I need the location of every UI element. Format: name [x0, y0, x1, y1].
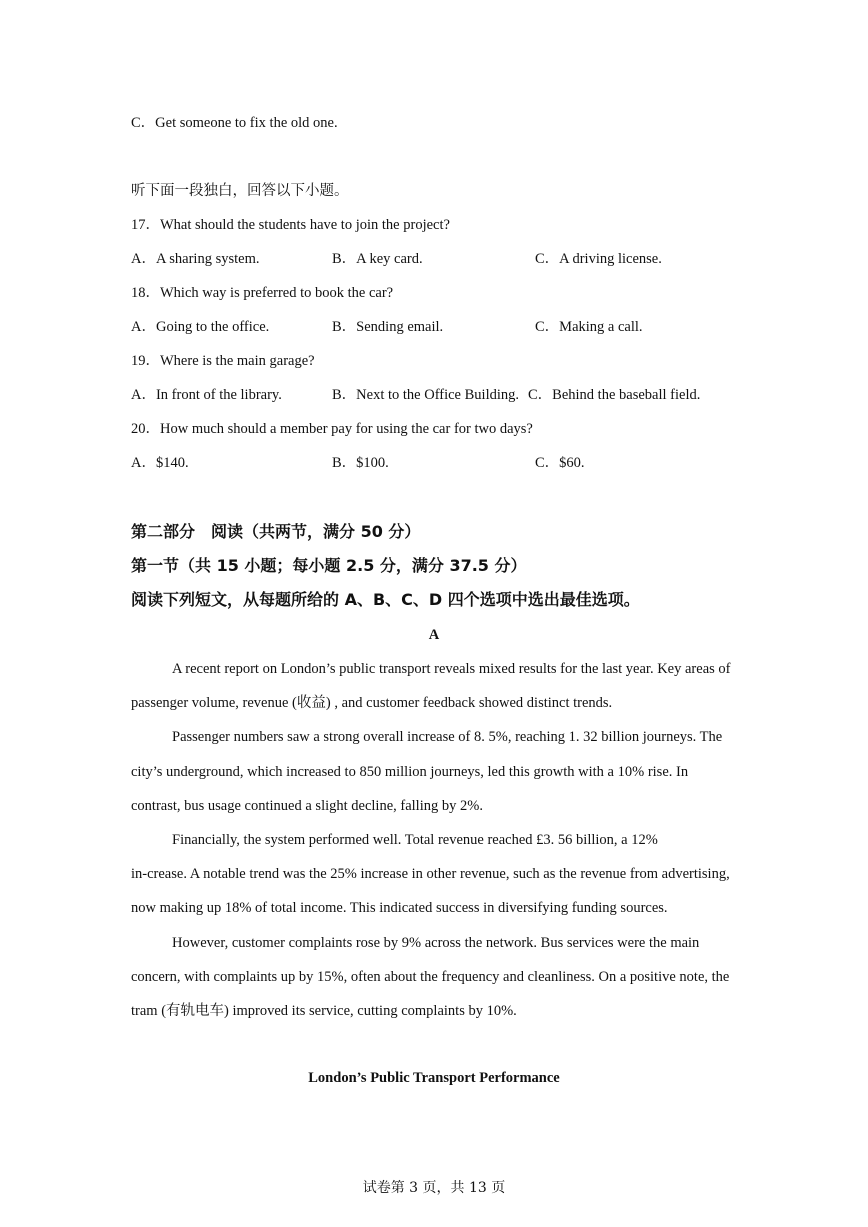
option-19-c: C．Behind the baseball field.: [528, 387, 701, 403]
options-17: [131, 249, 771, 269]
option-c-previous: C．Get someone to fix the old one.: [131, 115, 338, 131]
paragraph-3: Financially, the system performed well. Total revenue reached £3. 56 billion, a 12%: [172, 832, 658, 849]
paragraph-1: A recent report on London’s public transport reveals mixed results for the last year. Key areas of passenger volume, revenue (收益) , and customer feedback showed distinct trends.: [131, 661, 731, 712]
page-footer: 试卷第 3 页，共 13 页: [362, 1180, 506, 1196]
paragraph-2: Passenger numbers saw a strong overall increase of 8. 5%, reaching 1. 32 billion journeys. The city’s underground, which increased to 850 million journeys, led this growth with a 10% rise. In contrast, bus usage continued a slight decline, falling by 2%.: [131, 729, 723, 814]
passage-body: [131, 652, 741, 1028]
option-18-c: C．Making a call.: [535, 319, 643, 335]
paragraph-3-continued: in-crease. A notable trend was the 25% increase in other revenue, such as the revenue from advertising, now making up 18% of total income. This indicated success in diversifying funding sources.: [131, 866, 730, 917]
option-20-b: B．$100.: [332, 455, 389, 471]
option-18-b: B．Sending email.: [332, 319, 444, 335]
question-19: 19．Where is the main garage?: [131, 353, 315, 369]
part2-title: 第二部分 阅读（共两节，满分 50 分）: [131, 522, 421, 541]
options-18: [131, 317, 771, 337]
options-20: [131, 453, 771, 473]
question-17: 17．What should the students have to join the project?: [131, 217, 450, 233]
listen-instruction: 听下面一段独白，回答以下小题。: [131, 183, 349, 199]
option-19-a: A．In front of the library.: [131, 387, 282, 403]
option-17-c: C．A driving license.: [535, 251, 662, 267]
reading-instruction: 阅读下列短文，从每题所给的 A、B、C、D 四个选项中选出最佳选项。: [131, 590, 640, 609]
passage-label: A: [428, 627, 440, 643]
option-20-a: A．$140.: [131, 455, 189, 471]
option-17-a: A．A sharing system.: [131, 251, 260, 267]
option-19-b: B．Next to the Office Building.: [332, 387, 519, 403]
option-17-b: B．A key card.: [332, 251, 423, 267]
paragraph-4: However, customer complaints rose by 9% across the network. Bus services were the main concern, with complaints up by 15%, often about the frequency and cleanliness. On a positive note, the tram (有轨电车) improved its service, cutting complaints by 10%.: [131, 934, 730, 1020]
option-18-a: A．Going to the office.: [131, 319, 270, 335]
question-18: 18．Which way is preferred to book the car?: [131, 285, 394, 301]
section1-title: 第一节（共 15 小题；每小题 2.5 分，满分 37.5 分）: [131, 556, 527, 575]
question-20: 20．How much should a member pay for using the car for two days?: [131, 421, 533, 437]
table-title: London’s Public Transport Performance: [308, 1070, 560, 1086]
options-19: [131, 385, 771, 405]
option-20-c: C．$60.: [535, 455, 585, 471]
